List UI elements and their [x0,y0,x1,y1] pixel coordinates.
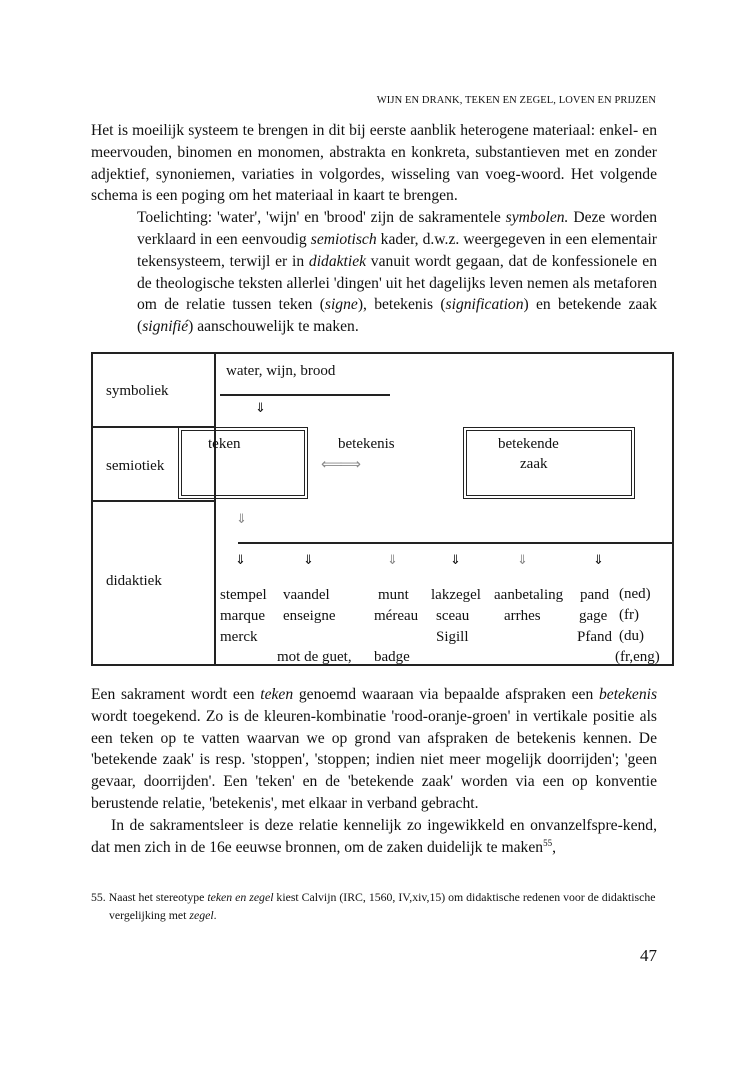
column-divider [214,354,216,664]
down-arrow-icon: ⇓ [517,551,528,567]
term-column [283,585,335,627]
didaktiek-line [238,542,673,544]
paragraph-intro: Het is moeilijk systeem te brengen in dit bij eerste aanblik heterogene materiaal: enkel- en meervouden, binomen en monomen, abstrakta en konkreta, substantieven met en zonder adjektief, synoniemen, variaties in volgordes, wisseling van voeg-woord. Het volgende schema is een poging om het materiaal in kaart te brengen. [91,122,657,205]
language-tag: (ned) [619,585,651,602]
symbols-text: water, wijn, brood [226,362,336,379]
down-arrow-icon: ⇓ [593,551,604,567]
emphasis: teken en zegel [207,890,274,905]
text: vanuit wordt gegaan, dat de konfessionele en de theologische teksten allerlei 'dingen' uit het dagelijks leven nemen als metaforen om de relatie tussen teken ( [137,252,657,314]
footnote-ref: 55 [543,837,553,848]
page-number: 47 [640,946,657,966]
term: badge [374,648,410,665]
down-arrow-icon: ⇓ [236,510,247,526]
emphasis: betekenis [599,685,658,703]
term: arrhes [504,607,541,624]
sign-box [178,427,308,499]
term-column [220,585,267,648]
page-body [91,120,660,966]
emphasis: zegel [189,908,214,923]
term: Sigill [436,628,469,645]
emphasis: signifié [142,318,189,336]
symbols-line [220,394,390,396]
term: munt [378,586,409,603]
text: ) en betekende zaak ( [137,296,658,336]
row-label-symboliek: symboliek [106,382,169,399]
paragraph-sacramentsleer [91,815,657,859]
text: Een sakrament wordt een [91,685,261,703]
text: , [552,838,556,856]
term: pand [580,586,610,603]
row-label-semiotiek: semiotiek [106,457,165,474]
text: Naast het stereotype [108,890,208,905]
meaning-label: betekenis [338,435,395,452]
text: ), betekenis ( [357,296,446,314]
row-divider [93,500,215,502]
double-arrow-icon: ⟸⟹ [321,456,359,473]
term-column [577,585,612,648]
text: ) aanschouwelijk te maken. [188,318,359,336]
text: Toelichting: 'water', 'wijn' en 'brood' zijn de sakramentele [137,209,506,227]
term: aanbetaling [494,586,564,603]
term: gage [579,607,608,624]
term: méreau [374,607,419,624]
text: genoemd waaraan via bepaalde afspraken een [293,685,599,703]
term: enseigne [283,607,336,624]
text: kader, d.w.z. weergegeven in een elementair tekensysteem, terwijl er in [137,230,657,270]
term: marque [220,607,265,624]
text: . [213,908,217,923]
text: Deze worden verklaard in een eenvoudig [137,209,657,248]
down-arrow-icon: ⇓ [303,551,314,567]
term-column [431,585,481,648]
language-tag: (fr) [619,606,639,623]
text: kiest Calvijn (IRC, 1560, IV,xiv,15) om didaktische redenen voor de didaktische vergelijking met [109,890,656,923]
schema-diagram [91,352,674,666]
term: lakzegel [431,586,481,603]
emphasis: signe [324,296,358,314]
language-tag: (du) [619,627,644,644]
running-header: WIJN EN DRANK, TEKEN EN ZEGEL, LOVEN EN PRIJZEN [376,95,656,106]
emphasis: symbolen. [505,209,569,227]
sign-label: teken [208,435,241,452]
term: stempel [220,586,267,603]
term: vaandel [283,586,330,603]
down-arrow-icon: ⇓ [255,399,266,415]
term: mot de guet, [277,648,352,665]
down-arrow-icon: ⇓ [450,551,461,567]
emphasis: signification [445,296,524,314]
paragraph-sacrament [91,684,657,815]
signified-label-1: betekende [498,435,559,452]
emphasis: didaktiek [308,252,367,270]
emphasis: teken [260,685,294,703]
down-arrow-icon: ⇓ [387,551,398,567]
term: merck [220,628,258,645]
text: In de sakramentsleer is deze relatie kennelijk zo ingewikkeld en onvanzelfspre-kend, dat men zich in de 16e eeuwse bronnen, om de zaken duidelijk te maken [91,816,657,856]
row-label-didaktiek: didaktiek [106,572,162,589]
language-tag: (fr,eng) [615,648,660,665]
signified-label-2: zaak [520,455,548,472]
term-column [374,585,418,627]
paragraph-explanation [137,207,657,338]
text: wordt toegekend. Zo is de kleuren-kombinatie 'rood-oranje-groen' in vertikale positie als een teken op te vatten waarvan we op grond van afspraken de betekenis kennen. De 'betekende zaak' is resp. 'stoppen', 'stoppen; indien niet meer mogelijk doorrijden'; 'geen gevaar, doorrijden'. Een 'teken' en de 'betekende zaak' worden via een op konventie berustende relatie, 'betekenis', met elkaar in verband gebracht. [91,707,657,812]
footnote [91,888,657,924]
term: sceau [436,607,470,624]
footnote-number: 55. [91,890,106,905]
down-arrow-icon: ⇓ [235,551,246,567]
term: Pfand [577,628,612,645]
emphasis: semiotisch [310,230,377,248]
term-column [494,585,563,627]
